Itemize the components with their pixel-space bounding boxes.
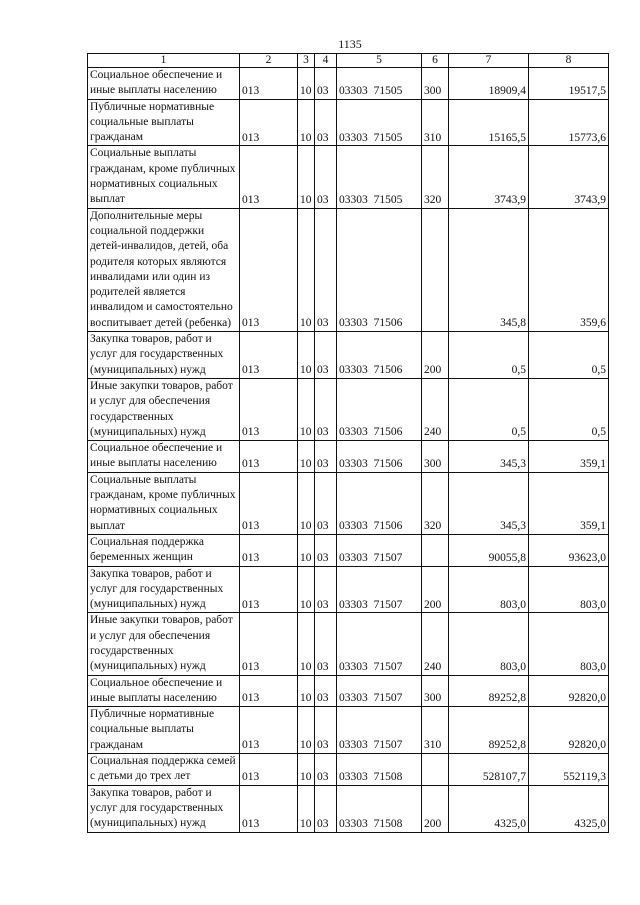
row-section-cell: 10 — [298, 68, 315, 100]
row-amount-year1-cell: 803,0 — [449, 566, 529, 613]
row-target-article-cell: 03303 71506 — [337, 378, 422, 440]
column-header: 7 — [449, 54, 529, 68]
row-amount-year1-cell: 4325,0 — [449, 785, 529, 832]
row-name-cell: Социальные выплаты гражданам, кроме публичных нормативных социальных выплат — [88, 146, 240, 208]
row-expense-type-cell: 200 — [422, 566, 449, 613]
table-row — [88, 754, 609, 786]
row-target-article-cell: 03303 71508 — [337, 754, 422, 786]
table-row — [88, 146, 609, 208]
row-expense-type-cell: 300 — [422, 68, 449, 100]
column-header: 6 — [422, 54, 449, 68]
row-amount-year1-cell: 0,5 — [449, 332, 529, 379]
row-section-cell: 10 — [298, 675, 315, 707]
table-row — [88, 707, 609, 754]
row-expense-type-cell: 320 — [422, 146, 449, 208]
row-section-cell: 10 — [298, 754, 315, 786]
row-name-cell: Социальная поддержка беременных женщин — [88, 534, 240, 566]
row-amount-year1-cell: 15165,5 — [449, 99, 529, 146]
row-amount-year1-cell: 18909,4 — [449, 68, 529, 100]
row-section-cell: 10 — [298, 332, 315, 379]
row-amount-year1-cell: 90055,8 — [449, 534, 529, 566]
row-expense-type-cell: 320 — [422, 472, 449, 534]
row-section-cell: 10 — [298, 566, 315, 613]
row-amount-year2-cell: 4325,0 — [529, 785, 609, 832]
row-code-cell: 013 — [240, 754, 298, 786]
row-name-cell: Дополнительные меры социальной поддержки детей-инвалидов, детей, оба родителя которых являются инвалидами или один из родителей является инвалидом и самостоятельно воспитывает детей (ребенка) — [88, 208, 240, 331]
table-body — [88, 54, 609, 833]
row-code-cell: 013 — [240, 146, 298, 208]
row-section-cell: 10 — [298, 441, 315, 473]
row-subsection-cell: 03 — [315, 472, 337, 534]
table-row — [88, 675, 609, 707]
row-name-cell: Иные закупки товаров, работ и услуг для обеспечения государственных (муниципальных) нужд — [88, 613, 240, 675]
table-row — [88, 208, 609, 331]
row-target-article-cell: 03303 71505 — [337, 99, 422, 146]
table-row — [88, 613, 609, 675]
row-name-cell: Закупка товаров, работ и услуг для государственных (муниципальных) нужд — [88, 785, 240, 832]
row-subsection-cell: 03 — [315, 441, 337, 473]
table-row — [88, 566, 609, 613]
row-amount-year2-cell: 0,5 — [529, 378, 609, 440]
row-amount-year2-cell: 0,5 — [529, 332, 609, 379]
row-name-cell: Закупка товаров, работ и услуг для государственных (муниципальных) нужд — [88, 566, 240, 613]
row-subsection-cell: 03 — [315, 378, 337, 440]
row-amount-year1-cell: 803,0 — [449, 613, 529, 675]
row-target-article-cell: 03303 71506 — [337, 472, 422, 534]
column-header: 8 — [529, 54, 609, 68]
row-code-cell: 013 — [240, 785, 298, 832]
row-section-cell: 10 — [298, 146, 315, 208]
row-subsection-cell: 03 — [315, 675, 337, 707]
row-target-article-cell: 03303 71505 — [337, 68, 422, 100]
row-amount-year2-cell: 3743,9 — [529, 146, 609, 208]
row-amount-year2-cell: 803,0 — [529, 613, 609, 675]
row-name-cell: Публичные нормативные социальные выплаты гражданам — [88, 707, 240, 754]
row-subsection-cell: 03 — [315, 146, 337, 208]
row-name-cell: Социальное обеспечение и иные выплаты населению — [88, 675, 240, 707]
row-target-article-cell: 03303 71507 — [337, 534, 422, 566]
row-name-cell: Социальное обеспечение и иные выплаты населению — [88, 68, 240, 100]
row-amount-year1-cell: 528107,7 — [449, 754, 529, 786]
row-expense-type-cell — [422, 754, 449, 786]
row-expense-type-cell — [422, 534, 449, 566]
row-subsection-cell: 03 — [315, 754, 337, 786]
row-amount-year1-cell: 345,3 — [449, 472, 529, 534]
row-name-cell: Социальное обеспечение и иные выплаты населению — [88, 441, 240, 473]
row-code-cell: 013 — [240, 675, 298, 707]
row-name-cell: Публичные нормативные социальные выплаты гражданам — [88, 99, 240, 146]
row-subsection-cell: 03 — [315, 785, 337, 832]
budget-table — [87, 53, 609, 833]
row-expense-type-cell: 310 — [422, 99, 449, 146]
row-expense-type-cell — [422, 208, 449, 331]
row-subsection-cell: 03 — [315, 534, 337, 566]
row-amount-year2-cell: 92820,0 — [529, 707, 609, 754]
row-code-cell: 013 — [240, 613, 298, 675]
row-amount-year2-cell: 15773,6 — [529, 99, 609, 146]
row-subsection-cell: 03 — [315, 208, 337, 331]
table-row — [88, 68, 609, 100]
row-subsection-cell: 03 — [315, 566, 337, 613]
row-target-article-cell: 03303 71507 — [337, 675, 422, 707]
row-subsection-cell: 03 — [315, 707, 337, 754]
row-section-cell: 10 — [298, 378, 315, 440]
row-amount-year1-cell: 0,5 — [449, 378, 529, 440]
row-name-cell: Социальные выплаты гражданам, кроме публичных нормативных социальных выплат — [88, 472, 240, 534]
row-subsection-cell: 03 — [315, 332, 337, 379]
column-header: 3 — [298, 54, 315, 68]
table-row — [88, 378, 609, 440]
row-name-cell: Иные закупки товаров, работ и услуг для обеспечения государственных (муниципальных) нужд — [88, 378, 240, 440]
row-expense-type-cell: 300 — [422, 441, 449, 473]
column-header: 4 — [315, 54, 337, 68]
row-code-cell: 013 — [240, 68, 298, 100]
column-header: 1 — [88, 54, 240, 68]
row-subsection-cell: 03 — [315, 613, 337, 675]
row-subsection-cell: 03 — [315, 99, 337, 146]
row-amount-year1-cell: 345,8 — [449, 208, 529, 331]
row-code-cell: 013 — [240, 707, 298, 754]
row-section-cell: 10 — [298, 707, 315, 754]
row-code-cell: 013 — [240, 332, 298, 379]
row-name-cell: Социальная поддержка семей с детьми до трех лет — [88, 754, 240, 786]
row-amount-year2-cell: 359,6 — [529, 208, 609, 331]
row-expense-type-cell: 200 — [422, 785, 449, 832]
row-target-article-cell: 03303 71506 — [337, 441, 422, 473]
row-code-cell: 013 — [240, 566, 298, 613]
table-row — [88, 99, 609, 146]
row-code-cell: 013 — [240, 534, 298, 566]
table-row — [88, 441, 609, 473]
row-expense-type-cell: 240 — [422, 378, 449, 440]
header-row — [88, 54, 609, 68]
row-code-cell: 013 — [240, 99, 298, 146]
column-header: 2 — [240, 54, 298, 68]
row-section-cell: 10 — [298, 785, 315, 832]
table-row — [88, 785, 609, 832]
page-number: 1135 — [338, 37, 362, 51]
row-section-cell: 10 — [298, 99, 315, 146]
row-amount-year2-cell: 359,1 — [529, 441, 609, 473]
row-name-cell: Закупка товаров, работ и услуг для государственных (муниципальных) нужд — [88, 332, 240, 379]
row-amount-year2-cell: 92820,0 — [529, 675, 609, 707]
row-target-article-cell: 03303 71505 — [337, 146, 422, 208]
row-expense-type-cell: 300 — [422, 675, 449, 707]
row-expense-type-cell: 200 — [422, 332, 449, 379]
row-section-cell: 10 — [298, 534, 315, 566]
row-expense-type-cell: 310 — [422, 707, 449, 754]
row-amount-year1-cell: 89252,8 — [449, 707, 529, 754]
row-target-article-cell: 03303 71507 — [337, 613, 422, 675]
column-header: 5 — [337, 54, 422, 68]
row-target-article-cell: 03303 71508 — [337, 785, 422, 832]
row-subsection-cell: 03 — [315, 68, 337, 100]
row-target-article-cell: 03303 71506 — [337, 332, 422, 379]
row-code-cell: 013 — [240, 378, 298, 440]
row-target-article-cell: 03303 71507 — [337, 566, 422, 613]
row-amount-year1-cell: 345,3 — [449, 441, 529, 473]
table-row — [88, 332, 609, 379]
row-amount-year1-cell: 89252,8 — [449, 675, 529, 707]
row-target-article-cell: 03303 71507 — [337, 707, 422, 754]
row-amount-year2-cell: 93623,0 — [529, 534, 609, 566]
row-section-cell: 10 — [298, 613, 315, 675]
row-amount-year2-cell: 803,0 — [529, 566, 609, 613]
row-amount-year2-cell: 552119,3 — [529, 754, 609, 786]
table-row — [88, 534, 609, 566]
row-amount-year2-cell: 359,1 — [529, 472, 609, 534]
row-code-cell: 013 — [240, 441, 298, 473]
table-row — [88, 472, 609, 534]
row-expense-type-cell: 240 — [422, 613, 449, 675]
row-section-cell: 10 — [298, 472, 315, 534]
row-amount-year2-cell: 19517,5 — [529, 68, 609, 100]
row-amount-year1-cell: 3743,9 — [449, 146, 529, 208]
row-target-article-cell: 03303 71506 — [337, 208, 422, 331]
row-section-cell: 10 — [298, 208, 315, 331]
row-code-cell: 013 — [240, 208, 298, 331]
row-code-cell: 013 — [240, 472, 298, 534]
